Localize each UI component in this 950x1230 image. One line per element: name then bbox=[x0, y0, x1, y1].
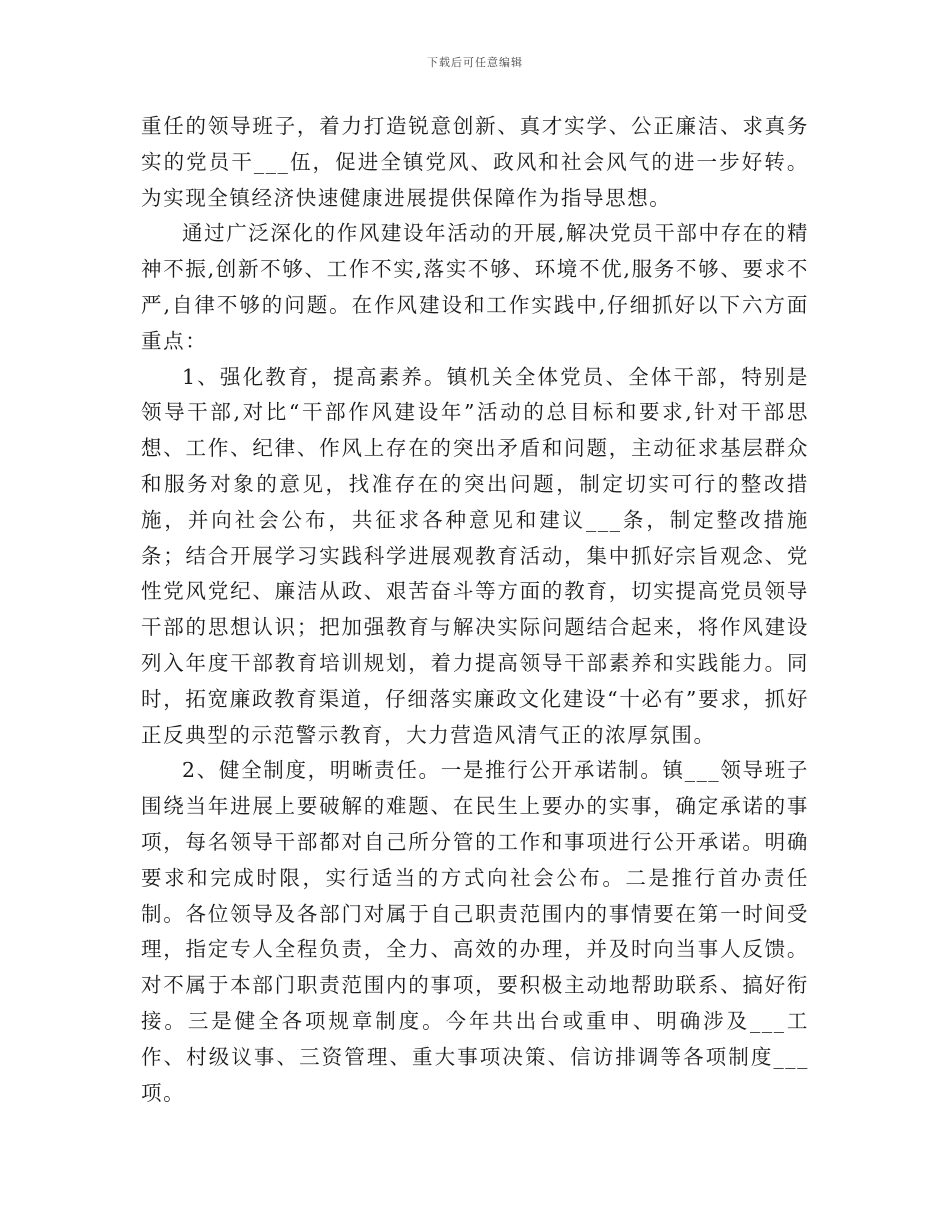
paragraph-improve-system: 2、健全制度，明晰责任。一是推行公开承诺制。镇___领导班子围绕当年进展上要破解的难题、在民生上要办的实事，确定承诺的事项，每名领导干部都对自己所分管的工作和事项进行公开承诺。明确要求和完成时限，实行适当的方式向社会公布。二是推行首办责任制。各位领导及各部门对属于自己职责范围内的事情要在第一时间受理，指定专人全程负责，全力、高效的办理，并及时向当事人反馈。对不属于本部门职责范围内的事项，要积极主动地帮助联系、搞好衔接。三是健全各项规章制度。今年共出台或重申、明确涉及___工作、村级议事、三资管理、重大事项决策、信访排调等各项制度___项。 bbox=[141, 758, 809, 1105]
paragraph-activity-goals: 通过广泛深化的作风建设年活动的开展,解决党员干部中存在的精神不振,创新不够、工作不实,落实不够、环境不优,服务不够、要求不严,自律不够的问题。在作风建设和工作实践中,仔细抓好以下六方面重点： bbox=[141, 221, 809, 353]
paragraph-guiding-thought: 重任的领导班子，着力打造锐意创新、真才实学、公正廉洁、求真务实的党员干___伍，促进全镇党风、政风和社会风气的进一步好转。为实现全镇经济快速健康进展提供保障作为指导思想。 bbox=[141, 114, 809, 210]
paragraph-strengthen-education: 1、强化教育，提高素养。镇机关全体党员、全体干部，特别是领导干部,对比“干部作风建设年”活动的总目标和要求,针对干部思想、工作、纪律、作风上存在的突出矛盾和问题，主动征求基层群众和服务对象的意见，找准存在的突出问题，制定切实可行的整改措施，并向社会公布，共征求各种意见和建议___条，制定整改措施条；结合开展学习实践科学进展观教育活动，集中抓好宗旨观念、党性党风党纪、廉洁从政、艰苦奋斗等方面的教育，切实提高党员领导干部的思想认识；把加强教育与解决实际问题结合起来，将作风建设列入年度干部教育培训规划，着力提高领导干部素养和实践能力。同时，拓宽廉政教育渠道，仔细落实廉政文化建设“十必有”要求，抓好正反典型的示范警示教育，大力营造风清气正的浓厚氛围。 bbox=[141, 364, 809, 747]
document-body bbox=[141, 109, 809, 1111]
page-header-note: 下载后可任意编辑 bbox=[427, 56, 523, 69]
